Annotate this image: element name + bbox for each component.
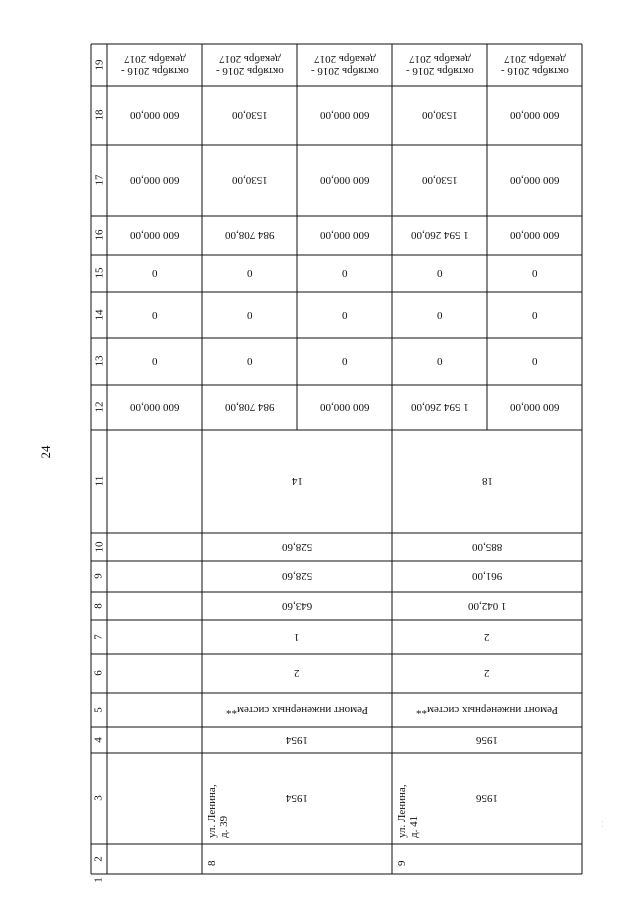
row-0-c16 xyxy=(107,216,202,255)
merged-row-1-c9 xyxy=(202,561,392,592)
col-number-13-text: 13 xyxy=(92,356,105,367)
col-number-1-text: 1 xyxy=(92,877,105,883)
row-2-c12-text: 600 000,00 xyxy=(319,401,370,414)
row-4-c15 xyxy=(487,255,582,292)
address-cell: ул. Ленина, д. 41 xyxy=(396,784,420,838)
row-2-c16-text: 600 000,00 xyxy=(319,229,370,242)
row-2-c19 xyxy=(297,44,392,86)
col-number-17-text: 17 xyxy=(92,175,105,186)
row-3-c15 xyxy=(392,255,487,292)
col-number-15-text: 15 xyxy=(92,268,105,279)
col-number-17 xyxy=(91,145,107,216)
merged-row-1-c8-text: 643,60 xyxy=(281,600,313,613)
merged-row-3-c3 xyxy=(392,753,582,844)
col-number-18-text: 18 xyxy=(92,110,105,121)
row-4-c17 xyxy=(487,145,582,216)
row-1-c13 xyxy=(202,338,297,385)
row-0-c12-text: 600 000,00 xyxy=(129,401,180,414)
row-4-c16-text: 600 000,00 xyxy=(509,229,560,242)
col-number-6-text: 6 xyxy=(92,670,105,677)
col-number-2 xyxy=(91,844,107,874)
merged-row-1-c4 xyxy=(202,727,392,753)
row-2-c14-text: 0 xyxy=(341,309,348,322)
row-1-c19 xyxy=(202,44,297,86)
col-number-15 xyxy=(91,255,107,292)
col-number-2-text: 2 xyxy=(92,856,105,862)
merged-row-3-c10-text: 885,00 xyxy=(471,541,503,554)
row-3-c19-text: октябрь 2016 - декабрь 2017 xyxy=(405,53,474,78)
merged-row-3-c6-text: 2 xyxy=(484,667,490,680)
row-4-c19-text: октябрь 2016 - декабрь 2017 xyxy=(500,53,569,78)
row-4-c14 xyxy=(487,292,582,338)
merged-row-1-c11 xyxy=(202,430,392,533)
merged-row-3-c8-text: 1 042,00 xyxy=(467,600,507,613)
row-0-c13-text: 0 xyxy=(151,355,158,368)
row-1-c14 xyxy=(202,292,297,338)
row-0-c17-text: 600 000,00 xyxy=(129,174,180,187)
merged-row-3-c7-text: 2 xyxy=(484,631,490,644)
row-1-c16 xyxy=(202,216,297,255)
merged-row-3-c5 xyxy=(392,693,582,727)
col-number-5-text: 5 xyxy=(92,707,105,713)
col-number-10 xyxy=(91,533,107,561)
row-3-c15-text: 0 xyxy=(436,267,443,280)
col-number-10-text: 10 xyxy=(92,541,105,553)
merged-row-1-c7-text: 1 xyxy=(294,631,300,644)
merged-row-1-c8 xyxy=(202,592,392,620)
row-2-c13-text: 0 xyxy=(341,355,348,368)
address-cell: ул. Ленина, д. 39 xyxy=(206,784,230,838)
col-number-14 xyxy=(91,292,107,338)
row-0-c19-text: октябрь 2016 - декабрь 2017 xyxy=(120,53,189,78)
row-0-c15-text: 0 xyxy=(151,267,158,280)
row-4-c14-text: 0 xyxy=(531,309,538,322)
merged-row-3-c11-text: 18 xyxy=(481,475,493,488)
row-0-c12 xyxy=(107,385,202,430)
row-4-c18-text: 600 000,00 xyxy=(509,109,560,122)
merged-row-1-c4-text: 1954 xyxy=(286,734,308,747)
row-3-c12 xyxy=(392,385,487,430)
row-1-c13-text: 0 xyxy=(246,355,253,368)
row-2-c17 xyxy=(297,145,392,216)
row-0-c14-text: 0 xyxy=(151,309,158,322)
col-number-8 xyxy=(91,592,107,620)
row-2-c18-text: 600 000,00 xyxy=(319,109,370,122)
merged-row-1-c5 xyxy=(202,693,392,727)
col-number-7-text: 7 xyxy=(92,634,105,640)
row-1-c12 xyxy=(202,385,297,430)
row-1-c19-text: октябрь 2016 - декабрь 2017 xyxy=(215,53,284,78)
row-0-c18-text: 600 000,00 xyxy=(129,109,180,122)
row-0-c14 xyxy=(107,292,202,338)
row-0-c16-text: 600 000,00 xyxy=(129,229,180,242)
row-4-c13-text: 0 xyxy=(531,355,538,368)
row-1-c14-text: 0 xyxy=(246,309,253,322)
col-number-18 xyxy=(91,86,107,145)
row-0-c15 xyxy=(107,255,202,292)
row-1-c17-text: 1530,00 xyxy=(231,174,268,187)
row-1-c16-text: 984 708,00 xyxy=(224,229,275,242)
merged-row-1-c9-text: 528,60 xyxy=(281,570,313,583)
merged-row-3-c9 xyxy=(392,561,582,592)
merged-row-3-c4-text: 1956 xyxy=(476,734,498,747)
row-2-c17-text: 600 000,00 xyxy=(319,174,370,187)
row-2-c14 xyxy=(297,292,392,338)
row-1-c12-text: 984 708,00 xyxy=(224,401,275,414)
col-number-9-text: 9 xyxy=(92,573,105,580)
row-2-c18 xyxy=(297,86,392,145)
row-4-c15-text: 0 xyxy=(531,267,538,280)
col-number-3 xyxy=(91,753,107,844)
merged-row-3-c11 xyxy=(392,430,582,533)
row-0-c18 xyxy=(107,86,202,145)
row-3-c16-text: 1 594 260,00 xyxy=(410,229,469,242)
row-4-c12 xyxy=(487,385,582,430)
merged-row-3-c7 xyxy=(392,620,582,654)
col-number-6 xyxy=(91,654,107,693)
col-number-4-text: 4 xyxy=(92,737,105,743)
row-3-c12-text: 1 594 260,00 xyxy=(410,401,469,414)
scan-speck: · · xyxy=(599,820,608,828)
merged-row-1-c6 xyxy=(202,654,392,693)
col-number-13 xyxy=(91,338,107,385)
row-3-c14-text: 0 xyxy=(436,309,443,322)
row-2-c15 xyxy=(297,255,392,292)
row-0-c13 xyxy=(107,338,202,385)
merged-row-3-c10 xyxy=(392,533,582,561)
col-number-8-text: 8 xyxy=(92,603,105,609)
row-0-c17 xyxy=(107,145,202,216)
col-number-11 xyxy=(91,430,107,533)
row-1-c15-text: 0 xyxy=(246,267,253,280)
merged-row-1-c5-text: Ремонт инженерных систем** xyxy=(226,704,368,717)
row-3-c18 xyxy=(392,86,487,145)
col-number-4 xyxy=(91,727,107,753)
col-number-11-text: 11 xyxy=(92,476,105,487)
row-3-c17 xyxy=(392,145,487,216)
merged-row-1-c6-text: 2 xyxy=(294,667,300,680)
row-0-c19 xyxy=(107,44,202,86)
col-number-14-text: 14 xyxy=(92,309,105,321)
merged-row-3-c5-text: Ремонт инженерных систем** xyxy=(416,704,558,717)
col-number-12-text: 12 xyxy=(92,402,105,413)
row-4-c17-text: 600 000,00 xyxy=(509,174,560,187)
col-number-7 xyxy=(91,620,107,654)
merged-row-3-c3-text: 1956 xyxy=(476,792,498,805)
row-1-c17 xyxy=(202,145,297,216)
row-2-c16 xyxy=(297,216,392,255)
row-4-c13 xyxy=(487,338,582,385)
row-4-c16 xyxy=(487,216,582,255)
merged-row-3-c8 xyxy=(392,592,582,620)
row-1-c18-text: 1530,00 xyxy=(231,109,268,122)
col-number-12 xyxy=(91,385,107,430)
row-3-c19 xyxy=(392,44,487,86)
row-3-c13-text: 0 xyxy=(436,355,443,368)
col-number-3-text: 3 xyxy=(92,795,105,802)
row-2-c13 xyxy=(297,338,392,385)
merged-row-3-c6 xyxy=(392,654,582,693)
page-number: 24 xyxy=(38,445,53,459)
row-4-c12-text: 600 000,00 xyxy=(509,401,560,414)
merged-row-1-c11-text: 14 xyxy=(291,475,303,488)
merged-row-1-c3-text: 1954 xyxy=(286,792,308,805)
merged-row-1-c10-text: 528,60 xyxy=(281,541,313,554)
merged-row-1-c3 xyxy=(202,753,392,844)
row-2-c15-text: 0 xyxy=(341,267,348,280)
row-4-c19 xyxy=(487,44,582,86)
merged-row-1-c10 xyxy=(202,533,392,561)
col-number-16 xyxy=(91,216,107,255)
merged-row-1-c7 xyxy=(202,620,392,654)
row-3-c16 xyxy=(392,216,487,255)
row-2-c12 xyxy=(297,385,392,430)
row-1-c15 xyxy=(202,255,297,292)
row-number: 8 xyxy=(206,860,218,866)
merged-row-3-c4 xyxy=(392,727,582,753)
row-1-c18 xyxy=(202,86,297,145)
col-number-5 xyxy=(91,693,107,727)
row-3-c13 xyxy=(392,338,487,385)
row-2-c19-text: октябрь 2016 - декабрь 2017 xyxy=(310,53,379,78)
merged-row-3-c9-text: 961,00 xyxy=(471,570,503,583)
col-number-1 xyxy=(91,874,107,886)
col-number-9 xyxy=(91,561,107,592)
col-number-19 xyxy=(91,44,107,86)
row-3-c17-text: 1530,00 xyxy=(421,174,458,187)
row-3-c18-text: 1530,00 xyxy=(421,109,458,122)
row-4-c18 xyxy=(487,86,582,145)
row-3-c14 xyxy=(392,292,487,338)
col-number-19-text: 19 xyxy=(92,59,105,71)
col-number-16-text: 16 xyxy=(92,230,105,241)
row-number: 9 xyxy=(396,860,408,866)
